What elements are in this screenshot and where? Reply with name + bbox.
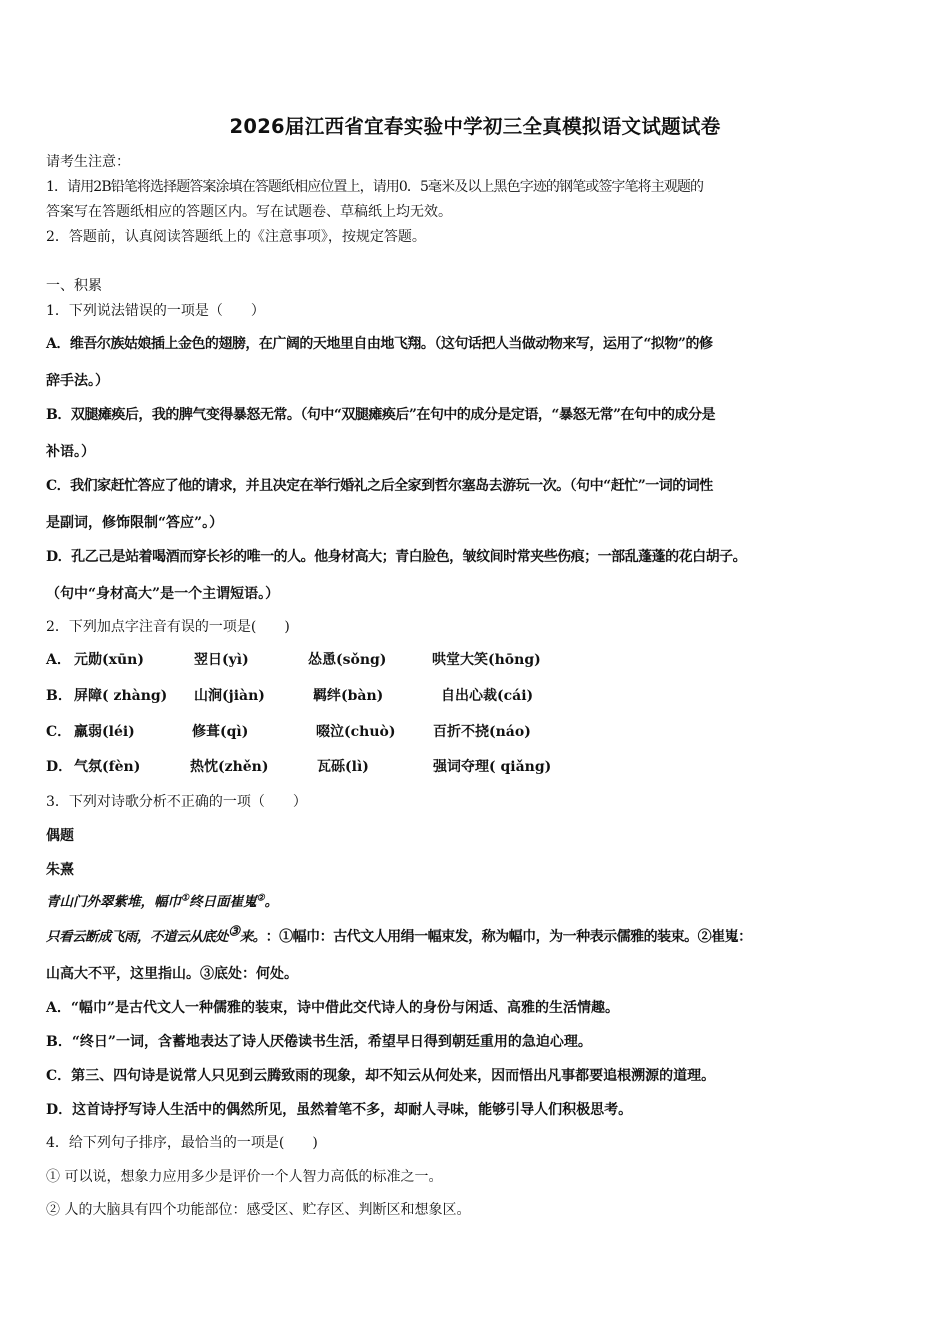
q1-option-c-line-2: 是副词，修饰限制“答应”。） xyxy=(46,515,224,531)
q2-option-a-label: A． xyxy=(46,652,71,668)
q2-option-c-label: C． xyxy=(46,724,72,740)
poem-line-1 xyxy=(46,892,278,912)
q2-option-c-item-2: 修葺(qì) xyxy=(192,724,249,740)
poem-line-2-part-b: 来。 xyxy=(239,929,266,945)
q2-option-b-item-2: 山涧(jiàn) xyxy=(194,688,265,704)
q2-option-d-label: D． xyxy=(46,759,73,775)
section-heading: 一、积累 xyxy=(46,278,102,294)
poem-line-1-part-a: 青山门外翠紫堆，幅巾 xyxy=(46,894,181,910)
q2-option-d-item-2: 热忱(zhěn) xyxy=(190,759,269,775)
q3-option-c: C．第三、四句诗是说常人只见到云腾致雨的现象，却不知云从何处来，因而悟出凡事都要追根溯源的道理。 xyxy=(46,1068,716,1084)
q3-option-b: B．“终日”一词，含蓄地表达了诗人厌倦读书生活，希望早日得到朝廷重用的急迫心理。 xyxy=(46,1034,592,1050)
q1-option-a-line-2: 辞手法。） xyxy=(46,373,109,389)
q2-option-a-item-3: 怂恿(sǒng) xyxy=(308,652,387,668)
notice-heading: 请考生注意： xyxy=(46,154,130,170)
q2-option-b-label: B． xyxy=(46,688,72,704)
notice-item-2: 2．答题前，认真阅读答题纸上的《注意事项》，按规定答题。 xyxy=(46,229,426,245)
q1-option-c-line-1: C．我们家赶忙答应了他的请求，并且决定在举行婚礼之后全家到哲尔塞岛去游玩一次。（句中“赶忙”一词的词性 xyxy=(46,478,713,494)
poem-line-2-part-a: 只看云断成飞雨，不道云从底处 xyxy=(46,929,228,945)
poem-author: 朱熹 xyxy=(46,862,74,878)
poem-notes-line-1: ：①幅巾：古代文人用绢一幅束发，称为幅巾，为一种表示儒雅的装束。②崔嵬： xyxy=(265,929,752,945)
exam-title: 2026届江西省宜春实验中学初三全真模拟语文试题试卷 xyxy=(229,115,721,138)
q2-option-c-item-3: 啜泣(chuò) xyxy=(316,724,396,740)
notice-item-1-line-2: 答案写在答题纸相应的答题区内。写在试题卷、草稿纸上均无效。 xyxy=(46,204,452,220)
q4-sentence-1: ① 可以说，想象力应用多少是评价一个人智力高低的标准之一。 xyxy=(46,1169,443,1185)
q1-stem: 1．下列说法错误的一项是（ ） xyxy=(46,303,265,319)
q4-stem: 4．给下列句子排序，最恰当的一项是( ) xyxy=(46,1135,318,1151)
q1-option-d-line-1: D．孔乙己是站着喝酒而穿长衫的唯一的人。他身材高大；青白脸色，皱纹间时常夹些伤痕；一部乱蓬蓬的花白胡子。 xyxy=(46,549,747,565)
poem-line-2-with-notes xyxy=(46,923,752,947)
q2-option-d-item-4: 强词夺理( qiǎng) xyxy=(433,759,552,775)
q1-option-d-line-2: （句中“身材高大”是一个主谓短语。） xyxy=(46,586,280,602)
q2-option-b-item-3: 羁绊(bàn) xyxy=(313,688,384,704)
poem-line-1-part-c: 。 xyxy=(264,894,279,910)
q3-option-d: D．这首诗抒写诗人生活中的偶然所见，虽然着笔不多，却耐人寻味，能够引导人们积极思考。 xyxy=(46,1102,633,1118)
q2-stem: 2．下列加点字注音有误的一项是( ) xyxy=(46,619,290,635)
footnote-mark-1: ① xyxy=(181,893,190,904)
q2-option-a-item-4: 哄堂大笑(hōng) xyxy=(432,652,541,668)
q1-option-b-line-2: 补语。） xyxy=(46,444,95,460)
footnote-mark-2: ② xyxy=(256,893,265,904)
poem-notes-line-2: 山高大不平，这里指山。③底处：何处。 xyxy=(46,966,298,982)
q3-stem: 3．下列对诗歌分析不正确的一项（ ） xyxy=(46,794,307,810)
poem-line-1-part-b: 终日面崔嵬 xyxy=(189,894,257,910)
notice-item-1-line-1: 1．请用2B铅笔将选择题答案涂填在答题纸相应位置上，请用0．5毫米及以上黑色字迹的钢笔或签字笔将主观题的 xyxy=(46,179,704,195)
q2-option-c-item-4: 百折不挠(náo) xyxy=(433,724,531,740)
poem-title: 偶题 xyxy=(46,828,74,844)
q2-option-b-item-4: 自出心裁(cái) xyxy=(441,688,534,704)
q2-option-d-item-3: 瓦砾(lì) xyxy=(317,759,369,775)
q1-option-a-line-1: A．维吾尔族姑娘插上金色的翅膀，在广阔的天地里自由地飞翔。（这句话把人当做动物来写，运用了“拟物”的修 xyxy=(46,336,713,352)
q3-option-a: A．“幅巾”是古代文人一种儒雅的装束，诗中借此交代诗人的身份与闲适、高雅的生活情趣。 xyxy=(46,1000,619,1016)
footnote-mark-3: ③ xyxy=(228,923,240,940)
q2-option-c-item-1: 羸弱(léi) xyxy=(74,724,135,740)
q2-option-a-item-2: 翌日(yì) xyxy=(194,652,249,668)
q2-option-a-item-1: 元勋(xūn) xyxy=(74,652,144,668)
q1-option-b-line-1: B．双腿瘫痪后，我的脾气变得暴怒无常。（句中“双腿瘫痪后”在句中的成分是定语，“暴怒无常”在句中的成分是 xyxy=(46,407,716,423)
q4-sentence-2: ② 人的大脑具有四个功能部位：感受区、贮存区、判断区和想象区。 xyxy=(46,1202,471,1218)
q2-option-d-item-1: 气氛(fèn) xyxy=(74,759,141,775)
q2-option-b-item-1: 屏障( zhàng) xyxy=(74,688,168,704)
